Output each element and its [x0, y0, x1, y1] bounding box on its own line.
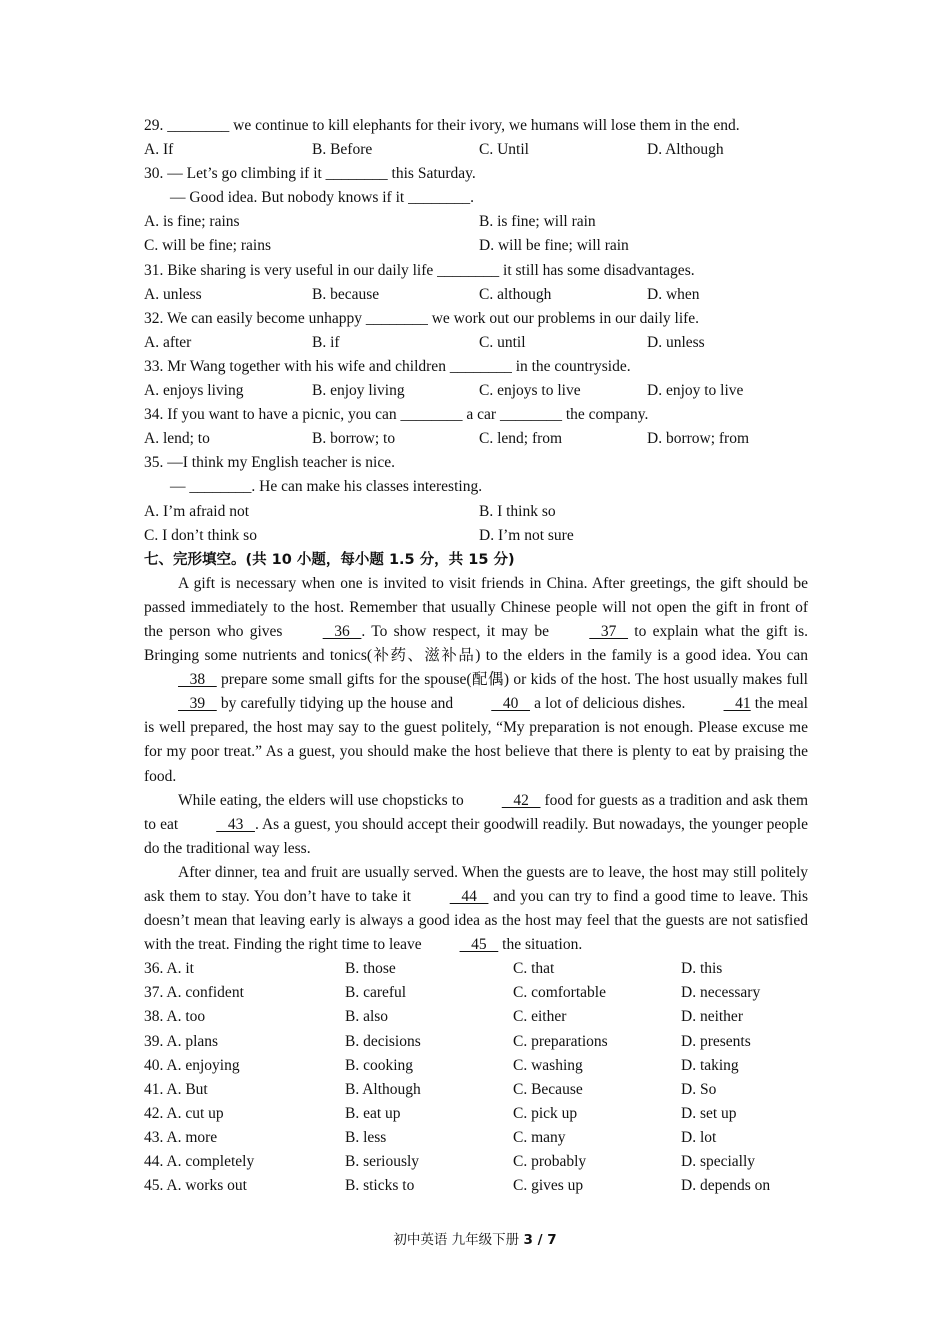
- question-32-stem: 32. We can easily become unhappy ________ we work out our problems in our daily life.: [144, 309, 700, 327]
- passage-paragraph-1: [144, 572, 808, 789]
- option-d: D. So: [681, 1080, 717, 1098]
- passage-text: to explain what the gift is. Bringing some nutrients and tonics(补药、滋补品) to the elders in the family is a good idea. You can: [144, 622, 808, 665]
- option-b: B. if: [312, 333, 340, 351]
- option-c: C. comfortable: [513, 984, 606, 1002]
- option-c: C. although: [479, 285, 552, 303]
- option-b: B. I think so: [479, 502, 556, 520]
- option-a: 43. A. more: [144, 1128, 218, 1146]
- option-b: B. also: [345, 1008, 389, 1026]
- option-c: C. will be fine; rains: [144, 237, 271, 255]
- option-a: 38. A. too: [144, 1008, 206, 1026]
- option-a: A. unless: [144, 285, 202, 303]
- option-c: C. preparations: [513, 1032, 608, 1050]
- passage-text: a lot of delicious dishes.: [530, 695, 690, 713]
- option-d: D. neither: [681, 1008, 743, 1026]
- passage-text: A gift is necessary when one is invited to visit friends in China. After greetings, the gift should be passed immediately to the host. Remember that usually Chinese people will not open the gift in front of the person who gives: [144, 574, 808, 640]
- passage-text: While eating, the elders will use chopsticks to: [178, 791, 468, 809]
- option-a: A. If: [144, 141, 174, 159]
- blank-44: 44: [449, 888, 489, 905]
- cloze-options-36: [144, 957, 808, 981]
- option-b: B. those: [345, 960, 396, 978]
- option-b: B. eat up: [345, 1104, 401, 1122]
- passage-paragraph-2: [144, 789, 808, 861]
- option-a: 44. A. completely: [144, 1153, 255, 1171]
- passage-text: After dinner, tea and fruit are usually served. When the guests are to leave, the host may still politely ask them to stay. You don’t have to take it: [144, 863, 808, 905]
- option-d: D. when: [647, 285, 700, 303]
- cloze-options-41: [144, 1078, 808, 1102]
- question-33-options: [144, 379, 808, 403]
- option-d: D. this: [681, 960, 723, 978]
- blank-42: 42: [501, 791, 541, 809]
- option-b: B. careful: [345, 984, 407, 1002]
- option-a: A. I’m afraid not: [144, 502, 250, 520]
- question-32-options: [144, 331, 808, 355]
- page-content: [144, 114, 808, 1198]
- option-c: C. many: [513, 1128, 566, 1146]
- option-c: C. enjoys to live: [479, 382, 581, 400]
- option-a: 41. A. But: [144, 1080, 208, 1098]
- blank-45: 45: [459, 936, 499, 954]
- option-d: D. will be fine; will rain: [479, 237, 629, 255]
- option-d: D. lot: [681, 1128, 717, 1146]
- option-a: 40. A. enjoying: [144, 1056, 240, 1074]
- question-31-options: [144, 283, 808, 307]
- page-footer: [0, 1228, 950, 1248]
- blank-37: 37: [589, 622, 629, 640]
- option-d: D. necessary: [681, 984, 761, 1002]
- cloze-options-40: [144, 1054, 808, 1078]
- section-heading: 七、完形填空。(共 10 小题，每小题 1.5 分，共 15 分): [144, 551, 515, 568]
- option-a: A. lend; to: [144, 430, 210, 448]
- option-d: D. unless: [647, 333, 705, 351]
- cloze-options-38: [144, 1005, 808, 1029]
- question-35-options-row2: [144, 524, 808, 548]
- option-c: C. Because: [513, 1080, 583, 1098]
- option-a: 37. A. confident: [144, 984, 244, 1002]
- question-35-options-row1: [144, 500, 808, 524]
- option-d: D. presents: [681, 1032, 751, 1050]
- option-c: C. washing: [513, 1056, 583, 1074]
- cloze-options-42: [144, 1102, 808, 1126]
- option-c: C. probably: [513, 1153, 587, 1171]
- option-c: C. until: [479, 333, 526, 351]
- option-b: B. Although: [345, 1080, 421, 1098]
- question-35-reply: — ________. He can make his classes interesting.: [170, 478, 483, 496]
- cloze-options-44: [144, 1150, 808, 1174]
- passage-text: prepare some small gifts for the spouse(配偶) or kids of the host. The host usually makes full: [216, 671, 808, 689]
- passage-text: . To show respect, it may be: [361, 622, 556, 640]
- option-d: D. borrow; from: [647, 430, 750, 448]
- option-d: D. Although: [647, 141, 724, 159]
- cloze-options-43: [144, 1126, 808, 1150]
- question-29-options: [144, 138, 808, 162]
- option-d: D. set up: [681, 1104, 737, 1122]
- question-35-stem: 35. —I think my English teacher is nice.: [144, 454, 395, 472]
- option-d: D. enjoy to live: [647, 382, 744, 400]
- option-c: C. I don’t think so: [144, 526, 257, 544]
- question-34-options: [144, 427, 808, 451]
- option-c: C. pick up: [513, 1104, 578, 1122]
- blank-40: 40: [491, 695, 531, 713]
- passage-text: by carefully tidying up the house and: [216, 695, 458, 713]
- question-29-stem: 29. ________ we continue to kill elephants for their ivory, we humans will lose them in the end.: [144, 117, 740, 134]
- page-number: 3 / 7: [523, 1232, 557, 1248]
- question-30-options-row2: [144, 234, 808, 258]
- option-d: D. specially: [681, 1153, 756, 1171]
- option-b: B. sticks to: [345, 1177, 415, 1195]
- cloze-options-37: [144, 981, 808, 1005]
- option-b: B. decisions: [345, 1032, 421, 1050]
- passage-text: food for guests as a tradition and ask them to eat: [144, 791, 809, 833]
- question-31-stem: 31. Bike sharing is very useful in our daily life ________ it still has some disadvantages.: [144, 261, 695, 279]
- option-b: B. seriously: [345, 1153, 420, 1171]
- option-c: C. Until: [479, 141, 529, 159]
- blank-43: 43: [216, 815, 255, 833]
- question-33-stem: 33. Mr Wang together with his wife and children ________ in the countryside.: [144, 357, 631, 375]
- cloze-options-45: [144, 1174, 808, 1198]
- passage-text: and you can try to find a good time to leave. This doesn’t mean that leaving early is always a good idea as the host may feel that the guests are not satisfied with the treat. Finding the right time to leave: [144, 888, 809, 954]
- option-a: A. after: [144, 333, 192, 351]
- option-d: D. depends on: [681, 1177, 771, 1195]
- option-a: A. enjoys living: [144, 382, 244, 400]
- passage-text: the meal is well prepared, the host may say to the guest politely, “My preparation is not enough. Please excuse me for my poor treat.” As a guest, you should make the host believe that there is plenty to eat by praising the food.: [144, 695, 808, 785]
- blank-38: 38: [178, 671, 217, 689]
- question-30-options-row1: [144, 210, 808, 234]
- option-d: D. I’m not sure: [479, 526, 574, 544]
- question-30-stem: 30. — Let’s go climbing if it ________ this Saturday.: [144, 165, 476, 183]
- option-a: 42. A. cut up: [144, 1104, 224, 1122]
- option-a: 39. A. plans: [144, 1032, 219, 1050]
- option-b: B. Before: [312, 141, 373, 159]
- option-a: A. is fine; rains: [144, 213, 240, 231]
- option-b: B. borrow; to: [312, 430, 396, 448]
- question-30-reply: — Good idea. But nobody knows if it ________.: [170, 189, 474, 207]
- option-b: B. is fine; will rain: [479, 213, 596, 231]
- blank-41: 41: [723, 695, 751, 713]
- passage-text: . As a guest, you should accept their goodwill readily. But nowadays, the younger people do the traditional way less.: [144, 815, 808, 857]
- blank-39: 39: [178, 695, 217, 713]
- cloze-options-39: [144, 1030, 808, 1054]
- option-c: C. gives up: [513, 1177, 584, 1195]
- option-a: 45. A. works out: [144, 1177, 247, 1195]
- question-34-stem: 34. If you want to have a picnic, you can ________ a car ________ the company.: [144, 406, 649, 424]
- option-c: C. lend; from: [479, 430, 563, 448]
- option-b: B. enjoy living: [312, 382, 405, 400]
- passage-paragraph-3: [144, 861, 808, 957]
- option-b: B. cooking: [345, 1056, 414, 1074]
- option-a: 36. A. it: [144, 960, 194, 978]
- option-b: B. because: [312, 285, 380, 303]
- option-c: C. either: [513, 1008, 567, 1026]
- passage-text: the situation.: [498, 936, 583, 954]
- option-b: B. less: [345, 1128, 387, 1146]
- blank-36: 36: [322, 622, 362, 640]
- option-c: C. that: [513, 960, 555, 978]
- option-d: D. taking: [681, 1056, 739, 1074]
- footer-label: 初中英语 九年级下册: [393, 1232, 524, 1248]
